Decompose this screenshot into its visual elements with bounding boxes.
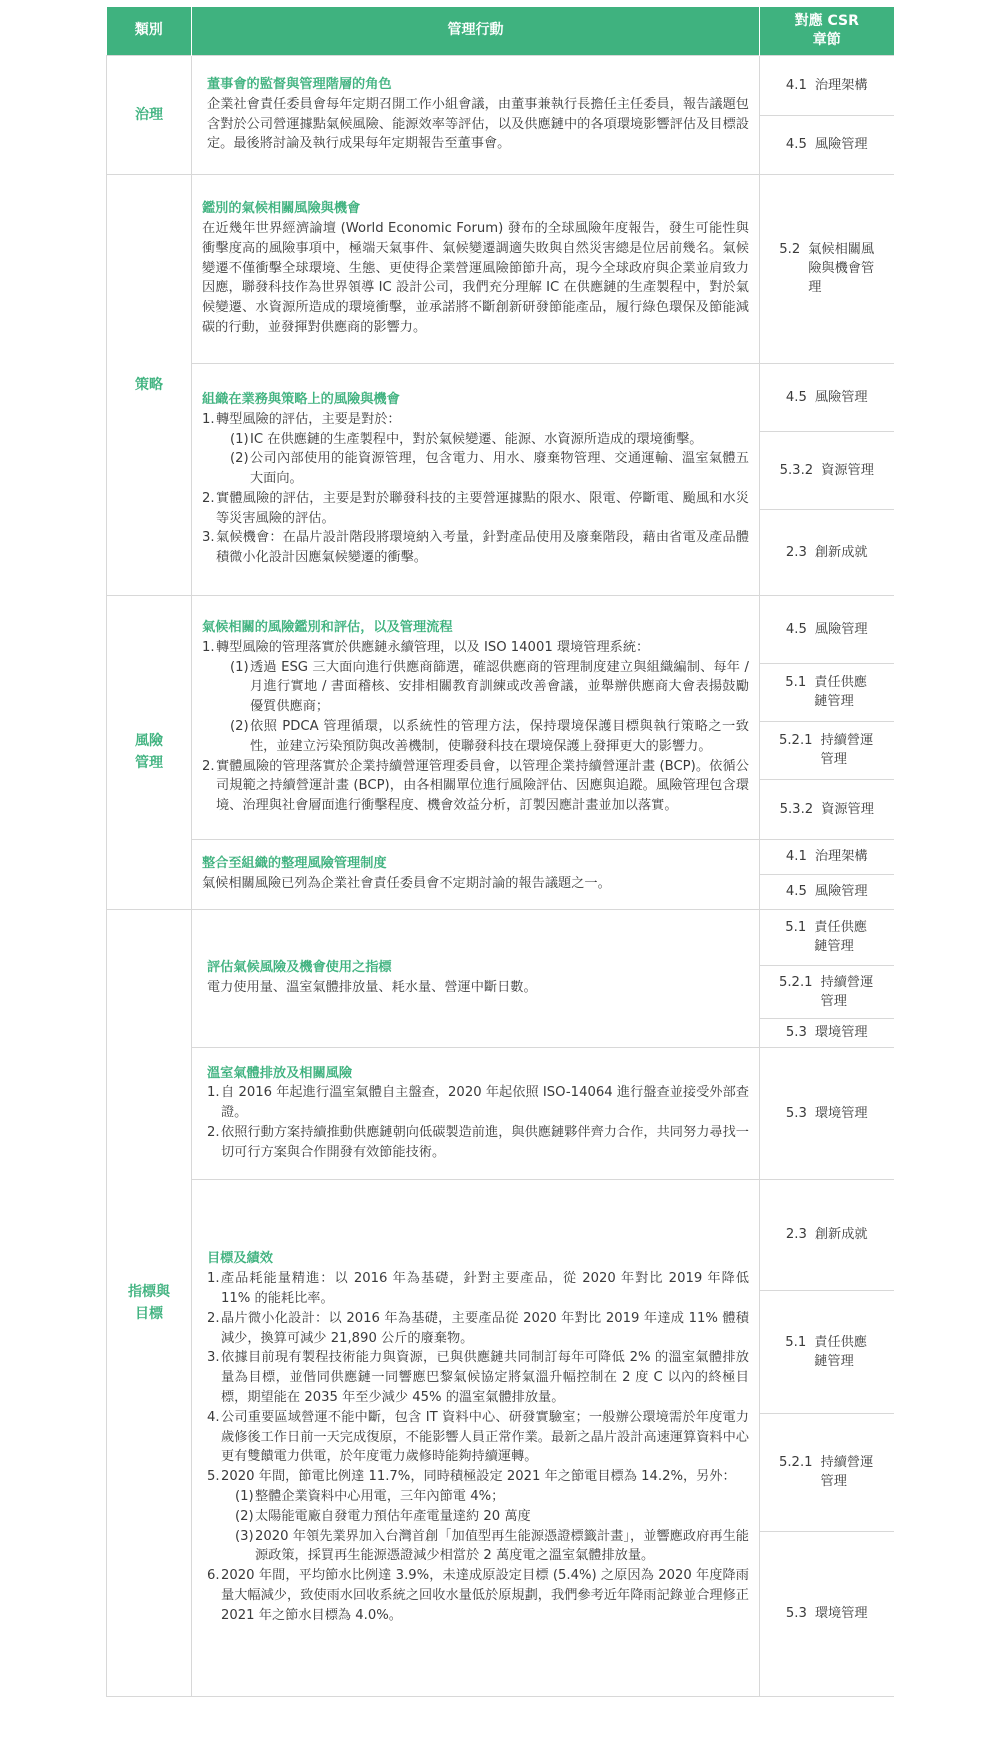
csr-ref [760, 721, 894, 779]
list-item [202, 489, 749, 529]
ref-entry [786, 388, 868, 407]
csr-ref [760, 115, 894, 174]
list-text: 太陽能電廠自發電力預估年產電量達約 20 萬度 [255, 1508, 531, 1524]
ref-entry [779, 240, 874, 297]
list-text: 依據目前現有製程技術能力與資源，已與供應鏈共同制訂每年可降低 2% 的溫室氣體排放量為目標，並偕同供應鏈一同響應巴黎氣候協定將氣溫升幅控制在 2 度 C 以內的終極目標，期望能在 2035 年至少減少 45% 的溫室氣體排放量。 [221, 1350, 749, 1405]
section-title: 整合至組織的整理風險管理制度 [202, 856, 387, 872]
strategy-action-2 [192, 363, 760, 595]
ref-number: 4.1 [785, 849, 807, 864]
list-number: 1. [207, 1085, 220, 1101]
category-label: 風險 管理 [135, 733, 163, 771]
numbered-list [207, 1269, 749, 1625]
list-item [202, 528, 749, 568]
list-number: (2) [230, 451, 249, 467]
ref-chapter: 環境管理 [814, 1025, 868, 1040]
list-number: 3. [207, 1350, 220, 1366]
section-body: 電力使用量、溫室氣體排放量、耗水量、營運中斷日數。 [207, 980, 537, 995]
section-title: 目標及績效 [207, 1251, 273, 1267]
section-body: 企業社會責任委員會每年定期召開工作小組會議，由董事兼執行長擔任主任委員，報告議題包含對於公司營運據點氣候風險、能源效率等評估，以及供應鏈中的各項環境影響評估及目標設定。最後將討論及執行成果每年定期報告至董事會。 [207, 96, 749, 152]
table-row [107, 55, 894, 115]
list-item [202, 410, 749, 489]
ref-chapter: 資源管理 [821, 801, 874, 817]
ref-number: 5.3.2 [779, 462, 814, 478]
list-text: 產品耗能量精進：以 2016 年為基礎，針對主要產品，從 2020 年對比 2019 年降低 11% 的能耗比率。 [221, 1271, 749, 1307]
list-number: 5. [207, 1469, 220, 1485]
ref-entry [780, 800, 874, 819]
list-text: 透過 ESG 三大面向進行供應商篩選，確認供應商的管理制度建立與組織編制、每年 / 月進行實地 / 書面稽核、安排相關教育訓練或改善會議，並舉辦供應商大會表揚鼓勵優質供應商； [250, 659, 749, 715]
ref-chapter: 氣候相關風險與機會管理 [808, 242, 875, 295]
ref-entry [786, 1225, 868, 1244]
ref-entry [786, 543, 868, 562]
ref-entry [786, 1023, 868, 1042]
list-text: 晶片微小化設計：以 2016 年為基礎，主要產品從 2020 年對比 2019 年達成 11% 體積減少，換算可減少 21,890 公斤的廢棄物。 [221, 1310, 749, 1346]
ref-number: 4.5 [785, 621, 807, 637]
ref-number: 5.1 [785, 675, 807, 690]
ref-number: 4.5 [785, 137, 807, 152]
list-item [207, 1408, 749, 1467]
list-text: 依照 PDCA 管理循環，以系統性的管理方法，保持環境保護目標與執行策略之一致性，並建立污染預防與改善機制，使聯發科技在環境保護上發揮更大的影響力。 [250, 719, 749, 754]
csr-ref [760, 1018, 894, 1047]
csr-ref [760, 663, 894, 721]
ref-chapter: 環境管理 [814, 1105, 868, 1121]
ref-number: 5.2.1 [778, 1455, 813, 1470]
csr-ref [760, 174, 894, 363]
csr-ref [760, 55, 894, 115]
metrics-action-1 [192, 909, 760, 1047]
list-number: (1) [235, 1488, 254, 1504]
list-number: 2. [207, 1124, 220, 1140]
ref-entry [786, 620, 868, 639]
list-item [216, 658, 749, 717]
section-title: 董事會的監督與管理階層的角色 [207, 76, 392, 92]
list-number: 1. [202, 411, 215, 427]
section-title: 組織在業務與策略上的風險與機會 [202, 391, 400, 407]
sub-list [216, 658, 749, 757]
risk-action-1 [192, 595, 760, 839]
list-text: 2020 年間，平均節水比例達 3.9%，未達成原設定目標 (5.4%) 之原因為 2020 年度降雨量大幅減少，致使雨水回收系統之回收水量低於原規劃，我們參考近年降雨記錄並合理修正 2021 年之節水目標為 4.0%。 [221, 1568, 749, 1623]
category-governance: 治理 [107, 55, 192, 174]
list-item [202, 757, 749, 816]
ref-entry [786, 1104, 868, 1123]
list-number: 1. [202, 639, 215, 655]
ref-number: 5.3 [785, 1105, 807, 1121]
list-text: 2020 年領先業界加入台灣首創「加值型再生能源憑證標籤計畫」，並響應政府再生能源政策，採買再生能源憑證減少相當於 2 萬度電之溫室氣體排放量。 [255, 1528, 749, 1564]
list-item [221, 1507, 749, 1527]
table-row [107, 909, 894, 965]
strategy-action-1 [192, 174, 760, 363]
list-number: 6. [207, 1568, 220, 1584]
list-item [216, 717, 749, 757]
ref-number: 2.3 [785, 1227, 807, 1242]
table-row [107, 1047, 894, 1179]
ref-chapter: 持續營運管理 [820, 1455, 874, 1489]
header-csr-chapter [760, 7, 894, 55]
header-category: 類別 [107, 7, 192, 55]
ref-chapter: 創新成就 [814, 544, 868, 560]
ref-entry [786, 135, 868, 154]
ref-number: 5.2.1 [778, 974, 813, 990]
csr-ref [760, 363, 894, 431]
list-text: 轉型風險的評估，主要是對於： [216, 411, 401, 427]
header-csr-chapter-label: 對應 CSR 章節 [794, 12, 859, 48]
list-item [207, 1566, 749, 1625]
list-number: (3) [235, 1528, 254, 1544]
ref-chapter: 風險管理 [814, 621, 868, 637]
section-title: 鑑別的氣候相關風險與機會 [202, 201, 361, 217]
list-text: 轉型風險的管理落實於供應鏈永續管理，以及 ISO 14001 環境管理系統： [216, 639, 650, 655]
list-text: 自 2016 年起進行溫室氣體自主盤查，2020 年起依照 ISO-14064 進行盤查並接受外部查證。 [221, 1085, 749, 1121]
list-item [207, 1083, 749, 1123]
ref-chapter: 風險管理 [814, 884, 868, 899]
table-row [107, 1179, 894, 1290]
ref-chapter: 創新成就 [814, 1227, 868, 1242]
list-text: 2020 年間，節電比例達 11.7%，同時積極設定 2021 年之節電目標為 14.2%，另外： [221, 1469, 736, 1485]
list-item [207, 1123, 749, 1163]
category-metrics-targets [107, 909, 192, 1696]
table-row [107, 595, 894, 663]
ref-entry [786, 847, 868, 866]
list-item [207, 1309, 749, 1349]
header-action: 管理行動 [192, 7, 760, 55]
list-number: 2. [202, 490, 215, 506]
tcfd-table [106, 7, 894, 1697]
list-number: 1. [207, 1271, 220, 1287]
list-text: 公司重要區域營運不能中斷，包含 IT 資料中心、研發實驗室；一般辦公環境需於年度電力歲修後工作日前一天完成復原，不能影響人員正常作業。最新之晶片設計高速運算資料中心更有雙饋電力供電，於年度電力歲修時能夠持續運轉。 [221, 1409, 749, 1465]
ref-entry [779, 973, 875, 1011]
ref-entry [779, 1453, 875, 1491]
list-number: 3. [202, 530, 215, 546]
ref-number: 5.2.1 [778, 733, 813, 748]
list-text: 整體企業資料中心用電，三年內節電 4%； [255, 1488, 505, 1504]
csr-ref [760, 779, 894, 839]
csr-ref [760, 909, 894, 965]
list-item [216, 430, 749, 450]
list-text: 實體風險的管理落實於企業持續營運管理委員會，以管理企業持續營運計畫 (BCP)。依循公司規範之持續營運計畫 (BCP)，由各相關單位進行風險評估、因應與追蹤。風險管理包含環境、治理與社會層面進行衝擊程度、機會效益分析，訂製因應計畫並加以落實。 [216, 758, 749, 814]
numbered-list [202, 638, 749, 816]
section-body: 氣候相關風險已列為企業社會責任委員會不定期討論的報告議題之一。 [202, 876, 611, 891]
csr-ref [760, 595, 894, 663]
list-text: 氣候機會：在晶片設計階段將環境納入考量，針對產品使用及廢棄階段，藉由省電及產品體積微小化設計因應氣候變遷的衝擊。 [216, 530, 749, 566]
table-row [107, 363, 894, 431]
ref-chapter: 責任供應鏈管理 [814, 1334, 867, 1369]
csr-ref [760, 431, 894, 509]
list-text: 公司內部使用的能資源管理，包含電力、用水、廢棄物管理、交通運輸、溫室氣體五大面向。 [250, 451, 749, 487]
ref-number: 4.5 [785, 884, 807, 899]
section-title: 溫室氣體排放及相關風險 [207, 1065, 353, 1081]
numbered-list [207, 1083, 749, 1162]
ref-entry [786, 1604, 868, 1623]
ref-chapter: 責任供應鏈管理 [814, 675, 867, 709]
section-title: 評估氣候風險及機會使用之指標 [207, 960, 392, 976]
ref-entry [785, 1333, 868, 1371]
sub-list [216, 430, 749, 489]
table-header-row [107, 7, 894, 55]
ref-number: 4.5 [785, 389, 807, 405]
list-number: (2) [230, 719, 249, 734]
ref-number: 5.1 [785, 1334, 807, 1350]
list-number: (1) [230, 431, 249, 447]
category-label: 指標與 目標 [128, 1283, 170, 1322]
sub-list [221, 1487, 749, 1566]
list-item [221, 1487, 749, 1507]
csr-ref [760, 839, 894, 874]
ref-chapter: 治理架構 [814, 77, 868, 93]
ref-number: 5.3.2 [779, 801, 814, 817]
governance-action [192, 55, 760, 174]
list-number: 2. [202, 758, 215, 774]
list-text: IC 在供應鏈的生產製程中，對於氣候變遷、能源、水資源所造成的環境衝擊。 [250, 431, 703, 447]
ref-chapter: 持續營運管理 [820, 974, 874, 1009]
csr-ref [760, 1047, 894, 1179]
list-item [207, 1467, 749, 1566]
category-strategy: 策略 [107, 174, 192, 595]
ref-number: 5.3 [785, 1025, 807, 1040]
ref-chapter: 責任供應鏈管理 [814, 920, 867, 954]
ref-chapter: 治理架構 [814, 849, 868, 864]
csr-ref [760, 1531, 894, 1696]
csr-ref [760, 1179, 894, 1290]
list-text: 實體風險的評估，主要是對於聯發科技的主要營運據點的限水、限電、停斷電、颱風和水災等災害風險的評估。 [216, 490, 749, 526]
metrics-action-2 [192, 1047, 760, 1179]
ref-chapter: 風險管理 [814, 389, 868, 405]
list-item [202, 638, 749, 757]
csr-ref [760, 965, 894, 1018]
risk-action-2 [192, 839, 760, 909]
section-title: 氣候相關的風險鑑別和評估，以及管理流程 [202, 620, 453, 636]
list-item [221, 1527, 749, 1567]
list-number: 2. [207, 1310, 220, 1326]
ref-chapter: 風險管理 [814, 137, 868, 152]
ref-number: 2.3 [785, 544, 807, 560]
csr-ref [760, 874, 894, 909]
table-row [107, 174, 894, 363]
section-body: 在近幾年世界經濟論壇 (World Economic Forum) 發布的全球風險年度報告，發生可能性與衝擊度高的風險事項中，極端天氣事件、氣候變遷調適失敗與自然災害總是位居前幾名。氣候變遷不僅衝擊全球環境、生態、更使得企業營運風險節節升高，現今全球政府與企業並肩致力因應，聯發科技作為世界領導 IC 設計公司，我們充分理解 IC 在供應鏈的生產製程中，對於氣候變遷、水資源所造成的環境衝擊，並承諾將不斷創新研發節能產品，履行綠色環保及節能減碳的行動，並發揮對供應商的影響力。 [202, 221, 749, 335]
ref-number: 5.3 [785, 1606, 807, 1621]
list-number: (1) [230, 659, 249, 675]
ref-entry [780, 461, 874, 480]
category-risk-management [107, 595, 192, 909]
list-text: 依照行動方案持續推動供應鏈朝向低碳製造前進，與供應鏈夥伴齊力合作，共同努力尋找一切可行方案與合作開發有效節能技術。 [221, 1124, 749, 1160]
ref-chapter: 環境管理 [814, 1606, 868, 1621]
ref-entry [785, 918, 868, 956]
ref-entry [779, 731, 875, 769]
ref-number: 5.1 [785, 920, 807, 935]
ref-entry [785, 673, 868, 711]
ref-entry [786, 76, 868, 95]
ref-chapter: 資源管理 [821, 462, 874, 478]
list-item [207, 1348, 749, 1407]
list-item [216, 449, 749, 489]
metrics-action-3 [192, 1179, 760, 1696]
ref-number: 5.2 [779, 242, 801, 257]
csr-ref [760, 509, 894, 595]
csr-ref [760, 1290, 894, 1413]
ref-number: 4.1 [785, 77, 807, 93]
ref-entry [786, 882, 868, 901]
list-item [207, 1269, 749, 1309]
ref-chapter: 持續營運管理 [820, 733, 874, 767]
list-number: 4. [207, 1409, 220, 1425]
numbered-list [202, 410, 749, 568]
csr-ref [760, 1413, 894, 1531]
list-number: (2) [235, 1508, 254, 1524]
table-row [107, 839, 894, 874]
